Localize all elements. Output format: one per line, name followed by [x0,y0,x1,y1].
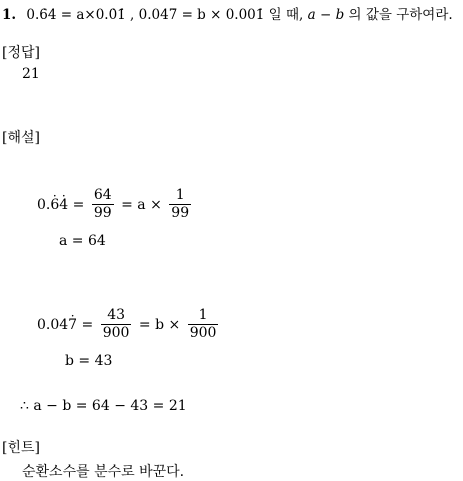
question-expression: 0.6̇4̇ = a×0.0̇1̇ , 0.047̇ = b × 0.001̇ [26,7,265,23]
hint-text: 순환소수를 분수로 바꾼다. [22,464,185,480]
equation-1: 0.· 6· 4 = $\frac{64}{99}$ = a × $\frac{1}{99}$ [37,188,194,222]
eq2-lhs: 0.04· 7 [37,317,77,333]
hint-label: [힌트] [2,440,40,456]
result-a: a = 64 [59,233,106,249]
eq1-right-numerator: 1 [175,187,185,203]
equation-2: 0.04· 7 = $\frac{43}{900}$ = b × $\frac{1}{900}$ [37,308,221,342]
eq1-right-fraction [169,188,191,222]
eq2-fraction [101,308,132,342]
result-b: b = 43 [65,353,113,369]
eq1-mid: = a × [121,196,162,213]
answer-label: [정답] [2,45,40,61]
answer-value: 21 [22,66,40,82]
eq2-right-fraction [188,308,219,342]
eq1-fraction [92,188,114,222]
question-suffix: 일 때, [264,7,308,23]
eq1-denominator: 99 [93,205,112,222]
eq2-numerator: 43 [107,307,126,323]
question-a-minus-b: a − b [307,7,345,23]
question-number: 1. [2,7,17,23]
eq2-mid: = b × [138,316,181,333]
eq1-lhs: 0.· 6· 4 [37,197,68,213]
eq1-right-denominator: 99 [171,205,190,222]
eq1-numerator: 64 [93,187,112,203]
question-ending: 의 값을 구하여라. [344,7,453,23]
eq2-right-denominator: 900 [189,325,217,342]
eq2-right-numerator: 1 [198,307,208,323]
question-line [2,3,453,23]
solution-label: [해설] [2,130,40,146]
eq2-denominator: 900 [102,325,130,342]
final-result: ∴ a − b = 64 − 43 = 21 [20,398,187,414]
